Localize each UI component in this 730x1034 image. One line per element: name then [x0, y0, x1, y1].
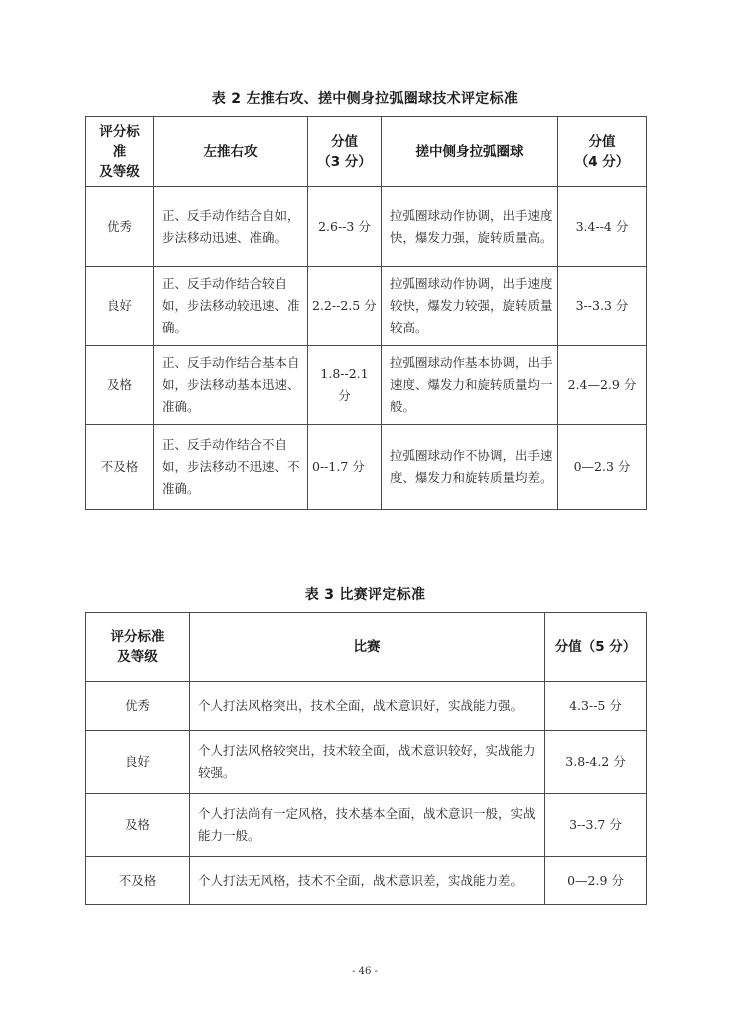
header-grade: 评分标 准 及等级 [86, 117, 154, 187]
grade-cell: 良好 [86, 267, 154, 346]
match-cell: 个人打法无风格，技术不全面，战术意识差，实战能力差。 [190, 857, 545, 905]
table2-caption: 表 2 左推右攻、搓中侧身拉弧圈球技术评定标准 [211, 91, 519, 107]
table3-caption: 表 3 比赛评定标准 [304, 587, 426, 603]
header-push-attack: 左推右攻 [154, 117, 308, 187]
loop-score-cell: 2.4—2.9 分 [558, 346, 647, 425]
match-cell: 个人打法尚有一定风格，技术基本全面，战术意识一般，实战能力一般。 [190, 794, 545, 857]
table-row [86, 425, 647, 510]
table-row [86, 731, 647, 794]
push-cell: 正、反手动作结合不自如，步法移动不迅速、不准确。 [154, 425, 308, 510]
match-cell: 个人打法风格较突出，技术较全面，战术意识较好，实战能力较强。 [190, 731, 545, 794]
score-cell: 4.3--5 分 [545, 682, 647, 731]
header-loop: 搓中侧身拉弧圈球 [382, 117, 558, 187]
loop-score-cell: 3--3.3 分 [558, 267, 647, 346]
page-number: - 46 - [352, 966, 378, 977]
push-cell: 正、反手动作结合自如，步法移动迅速、准确。 [154, 187, 308, 267]
grade-cell: 不及格 [86, 425, 154, 510]
push-score-cell: 2.2--2.5 分 [308, 267, 382, 346]
push-cell: 正、反手动作结合基本自如，步法移动基本迅速、准确。 [154, 346, 308, 425]
table2 [85, 116, 647, 510]
table3 [85, 612, 647, 905]
header-loop-score: 分值 （4 分） [558, 117, 647, 187]
grade-cell: 良好 [86, 731, 190, 794]
loop-score-cell: 0—2.3 分 [558, 425, 647, 510]
header-match: 比赛 [190, 613, 545, 682]
table-row [86, 346, 647, 425]
table-row [86, 682, 647, 731]
push-score-cell: 1.8--2.1 分 [308, 346, 382, 425]
grade-cell: 及格 [86, 346, 154, 425]
table3-header-row [86, 613, 647, 682]
table-row [86, 794, 647, 857]
push-cell: 正、反手动作结合较自如，步法移动较迅速、准确。 [154, 267, 308, 346]
header-score: 分值（5 分） [545, 613, 647, 682]
header-grade: 评分标准 及等级 [86, 613, 190, 682]
grade-cell: 及格 [86, 794, 190, 857]
score-cell: 3.8-4.2 分 [545, 731, 647, 794]
table2-header-row [86, 117, 647, 187]
header-push-score: 分值 （3 分） [308, 117, 382, 187]
match-cell: 个人打法风格突出，技术全面，战术意识好，实战能力强。 [190, 682, 545, 731]
push-score-cell: 2.6--3 分 [308, 187, 382, 267]
grade-cell: 优秀 [86, 682, 190, 731]
loop-cell: 拉弧圈球动作协调，出手速度较快，爆发力较强，旋转质量较高。 [382, 267, 558, 346]
table-row [86, 187, 647, 267]
score-cell: 0—2.9 分 [545, 857, 647, 905]
loop-cell: 拉弧圈球动作不协调，出手速度、爆发力和旋转质量均差。 [382, 425, 558, 510]
grade-cell: 不及格 [86, 857, 190, 905]
loop-score-cell: 3.4--4 分 [558, 187, 647, 267]
push-score-cell: 0--1.7 分 [308, 425, 382, 510]
score-cell: 3--3.7 分 [545, 794, 647, 857]
table-row [86, 267, 647, 346]
loop-cell: 拉弧圈球动作协调，出手速度快，爆发力强，旋转质量高。 [382, 187, 558, 267]
grade-cell: 优秀 [86, 187, 154, 267]
loop-cell: 拉弧圈球动作基本协调，出手速度、爆发力和旋转质量均一般。 [382, 346, 558, 425]
table-row [86, 857, 647, 905]
